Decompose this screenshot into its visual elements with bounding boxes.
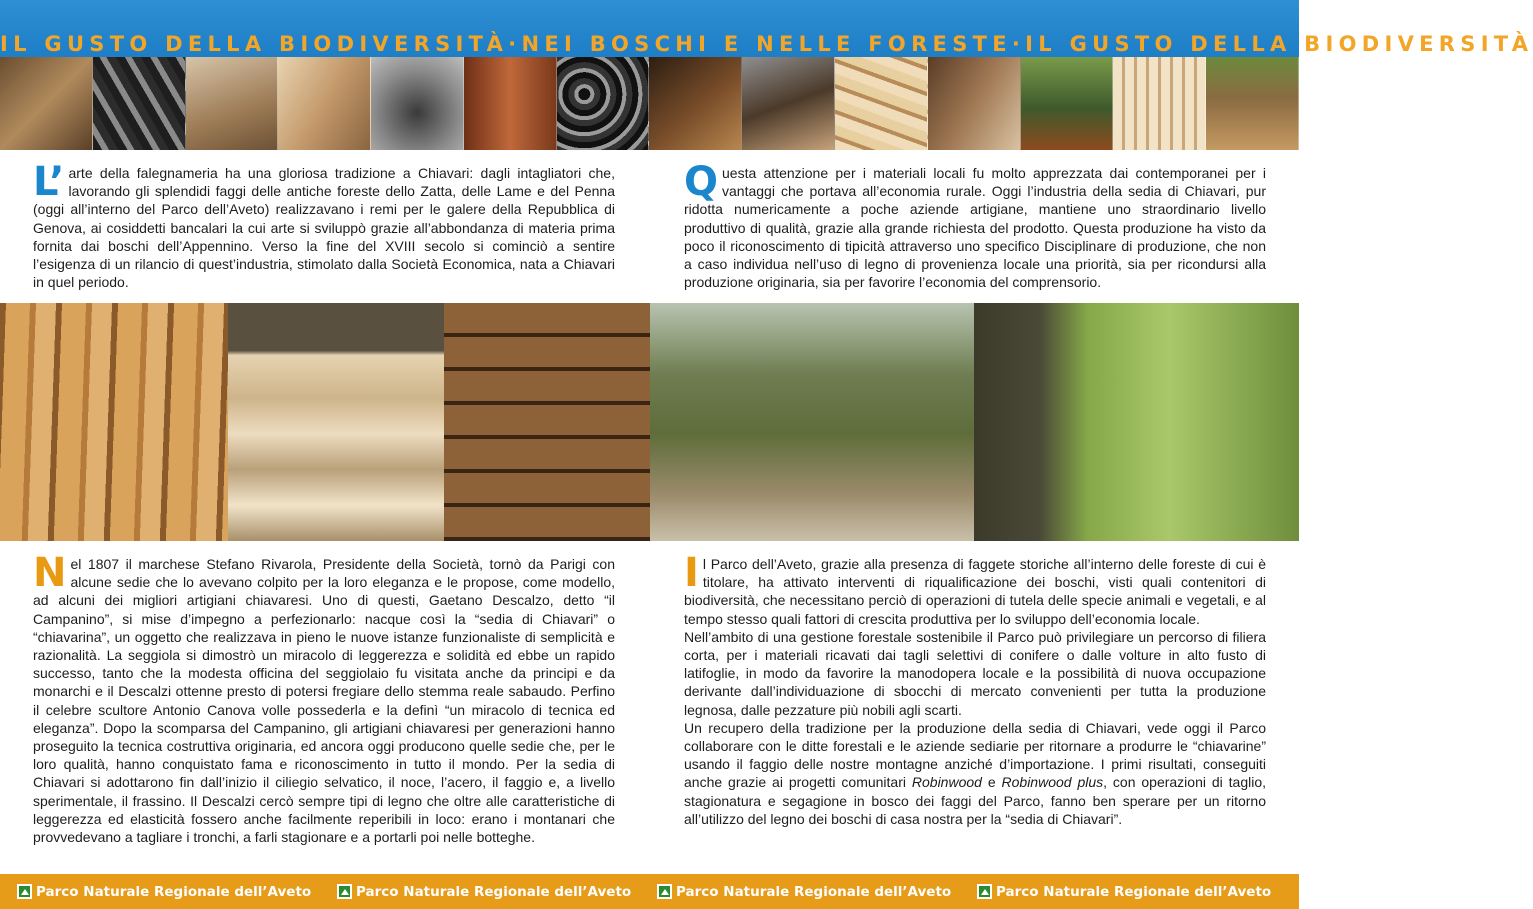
intro-column-right <box>684 159 1266 291</box>
wood-turning-photo <box>464 57 557 150</box>
park-column-right <box>684 550 1266 828</box>
paragraph-questa <box>684 159 1266 291</box>
robinwood-plus-project: Robinwood plus <box>1001 774 1104 791</box>
footer-park-name <box>977 884 1280 900</box>
log-pile-photo <box>1206 57 1299 150</box>
chair-legs-bw-photo <box>557 57 650 150</box>
chainsaw-worker-photo <box>650 303 974 541</box>
paragraph-arte <box>33 159 615 291</box>
dropcap-q: Q <box>684 159 719 205</box>
bending-wood-photo <box>186 57 279 150</box>
woodcarving-photo <box>0 57 93 150</box>
paragraph-nel-1807 <box>33 550 615 846</box>
turned-spindles-photo <box>835 57 928 150</box>
footer-park-label: Parco Naturale Regionale dell’Aveto <box>996 883 1272 900</box>
footer-park-name <box>657 884 960 900</box>
paragraph-arte-text: arte della falegnameria ha una gloriosa tradizione a Chiavari: dagli intagliatori che, lavorando gli splendidi faggi delle antiche foreste dello Zatta, delle Lame e del Penna (oggi all’interno del Parco dell’Aveto) realizzavano i remi per le galere della Repubblica di Genova, ai cosiddetti bancalari la cui arte si sviluppò grazie all’abbondanza di materia prima fornita dai boschi dell’Appennino. Verso la fine del XVIII secolo si cominciò a sentire l’esigenza di un rilancio di quest’industria, stimolato dalla Società Economica, nata a Chiavari in quel periodo. <box>33 165 615 291</box>
chair-stack-photo <box>1113 57 1206 150</box>
recupero-text-c: , con operazioni di taglio, stagionatura e segagione in bosco dei faggi del Parco, fanno ben sperare per un ritorno all’utilizzo del legno dei boschi di casa nostra per la “sedia di Chiavari”. <box>684 774 1266 827</box>
paragraph-gestione: Nell’ambito di una gestione forestale sostenibile il Parco può privilegiare un percorso di filiera corta, per i materiali ricavati dai tagli selettivi di conifere o dalle volture in alto fusto di latifoglie, in modo da favorire la manodopera locale e la possibilità di nuova occupazione derivante dall’individuazione di sbocchi di mercato convenienti per tutta la produzione legnosa, dalle pezzature più nobili agli scarti. <box>684 628 1266 718</box>
dropcap-l: L’ <box>33 159 65 205</box>
footer-park-name <box>17 884 320 900</box>
lumber-stack-photo <box>228 303 444 541</box>
tree-marking-photo <box>974 303 1299 541</box>
recupero-text-b: e <box>981 774 1002 791</box>
paragraph-recupero <box>684 719 1266 828</box>
forestry-machine-photo <box>1021 57 1114 150</box>
bare-tree-photo <box>371 57 464 150</box>
dropcap-i: I <box>684 550 699 596</box>
recupero-text-a: Un recupero della tradizione per la produzione della sedia di Chiavari, vede oggi il Parco collaborare con le ditte forestali e le aziende sediarie per ritornare a produrre le “chiavarine” usando il faggio delle nostre montagne anziché d’importazione. I primi risultati, conseguiti anche grazie ai progetti comunitari <box>684 719 1266 791</box>
footer-park-label: Parco Naturale Regionale dell’Aveto <box>36 883 312 900</box>
chainsaw-cut-photo <box>742 57 835 150</box>
footer-park-label: Parco Naturale Regionale dell’Aveto <box>356 883 632 900</box>
robinwood-project: Robinwood <box>911 774 982 791</box>
turned-pegs-photo <box>93 57 186 150</box>
paragraph-il-parco <box>684 550 1266 628</box>
footer-park-name <box>337 884 640 900</box>
paragraph-questa-text: uesta attenzione per i materiali locali fu molto apprezzata dai contemporanei per i vantaggi che portava all’economia rurale. Oggi l’industria della sedia di Chiavari, pur ridotta numericamente a poche aziende artigiane, mantiene uno straordinario livello produttivo di qualità, grazie alla grande richiesta del prodotto. Questa produzione ha visto da poco il riconoscimento di tipicità attraverso uno specifico Disciplinare di produzione, che non a caso individua nell’uso di legno di provenienza locale una priorità, sia per ricondursi alla produzione originaria, sia per favorire l’economia del comprensorio. <box>684 165 1266 291</box>
park-logo-icon <box>657 884 672 899</box>
history-column-left <box>33 550 615 846</box>
park-logo-icon <box>17 884 32 899</box>
paragraph-nel-1807-text: el 1807 il marchese Stefano Rivarola, Presidente della Società, tornò da Parigi con alcune sedie che lo avevano colpito per la loro eleganza e le propose, come modello, ad alcuni dei migliori artigiani chiavaresi. Uno di questi, Gaetano Descalzo, detto “il Campanino”, si mise d’impegno a perfezionarlo: nacque così la “sedia di Chiavari” o “chiavarina”, un oggetto che realizzava in pieno le nuove istanze funzionaliste di semplicità e razionalità. La seggiola si dimostrò un miracolo di leggerezza e solidità ed ebbe un rapido successo, tanto che la modesta officina del seggiolaio fu visitata anche da principi e da monarchi e il Descalzi ottenne presto di potersi fregiare dello stemma reale sabaudo. Perfino il celebre scultore Antonio Canova volle possederla e la definì “un miracolo di tecnica ed eleganza”. Dopo la scomparsa del Campanino, gli artigiani chiavaresi per generazioni hanno proseguito la tecnica costruttiva originaria, ed ancora oggi producono quelle sedie che, per le loro qualità, hanno conquistato fama e riconoscimento in tutto il mondo. Per la sedia di Chiavari si adottarono fin dall’inizio il ciliegio selvatico, il noce, l’acero, il faggio e, a livello sperimentale, il frassino. Il Descalzi cercò sempre tipi di legno che oltre alle caratteristiche di leggerezza ed elasticità fossero anche facilmente reperibili in loco: erano i montanari che provvedevano a tagliare i tronchi, a farli stagionare e a portarli poi nelle botteghe. <box>33 556 615 846</box>
park-logo-icon <box>977 884 992 899</box>
hand-tools-photo <box>649 57 742 150</box>
chair-frame-photo <box>278 57 371 150</box>
footer-park-label: Parco Naturale Regionale dell’Aveto <box>676 883 952 900</box>
big-photo-band <box>0 303 1299 541</box>
carved-sticks-photo <box>0 303 228 541</box>
craftsman-photo <box>928 57 1021 150</box>
paragraph-il-parco-text: l Parco dell’Aveto, grazie alla presenza di faggete storiche all’interno delle foreste di cui è titolare, ha attivato interventi di riqualificazione dei boschi, visti quali contenitori di biodiversità, che necessitano perciò di operazioni di tutela delle specie animali e vegetali, e al tempo stesso quali fattori di crescita produttiva per lo sviluppo dell’economia locale. <box>684 556 1266 627</box>
intro-column-left <box>33 159 615 291</box>
park-logo-icon <box>337 884 352 899</box>
photo-strip <box>0 57 1299 150</box>
page-title: IL GUSTO DELLA BIODIVERSITÀ·NEI BOSCHI E NELLE FORESTE·IL GUSTO DELLA BIODIVERSITÀ <box>0 32 1533 56</box>
dropcap-n: N <box>33 550 67 596</box>
workshop-shelves-photo <box>444 303 650 541</box>
footer-band <box>0 874 1299 909</box>
